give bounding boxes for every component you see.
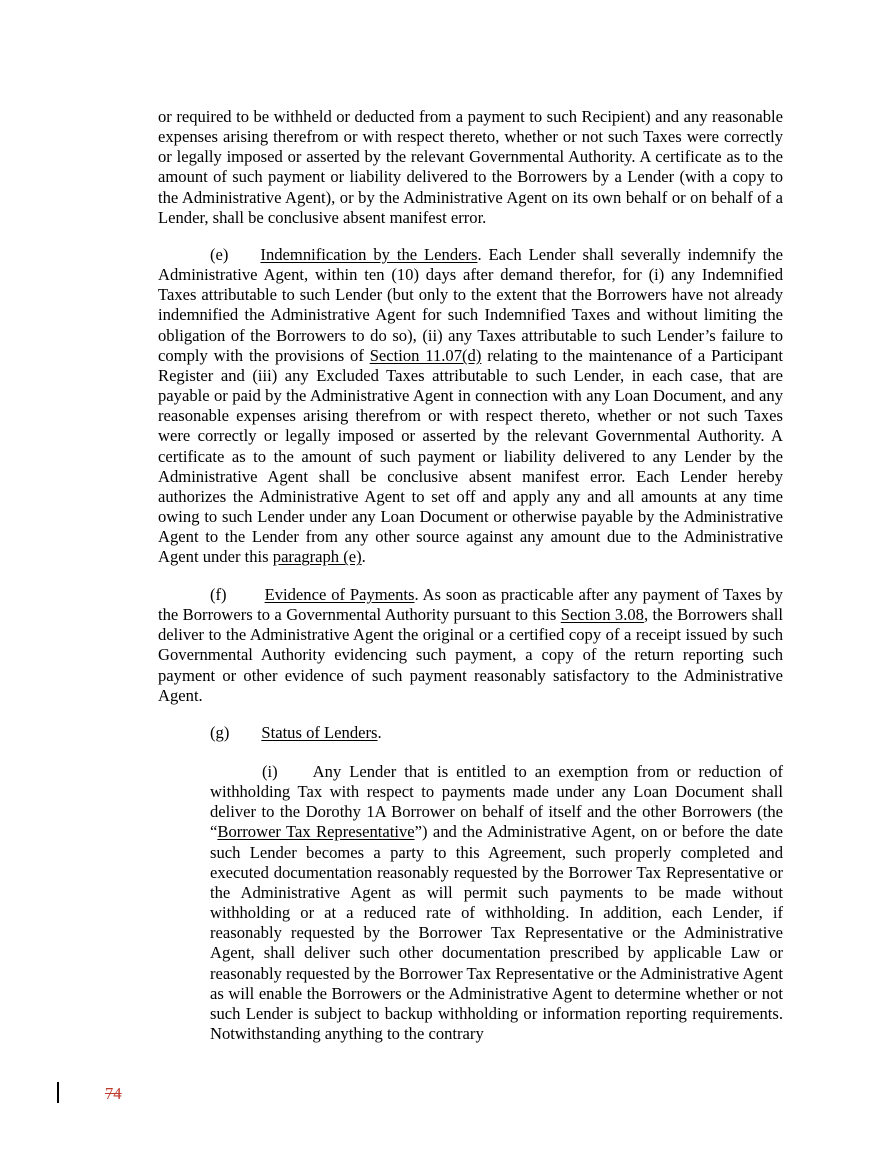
paragraph-e-heading: Indemnification by the Lenders [260,245,478,264]
paragraph-g [158,723,783,743]
paragraph-e-text2: relating to the maintenance of a Participant Register and (iii) any Excluded Taxes attributable to such Lender, in each case, that are payable or paid by the Administrative Agent in connection with any Loan Document, and any reasonable expenses arising therefrom or with respect thereto, whether or not such Taxes were correctly or legally imposed or asserted by the relevant Governmental Authority. A certificate as to the amount of such payment or liability delivered to any Lender by the Administrative Agent shall be conclusive absent manifest error. Each Lender hereby authorizes the Administrative Agent to set off and apply any and all amounts at any time owing to such Lender under any Loan Document or otherwise payable by the Administrative Agent to the Lender from any other source against any amount due to the Administrative Agent under this [158,345,783,567]
paragraph-e-reference: paragraph (e) [272,547,362,567]
paragraph-f-label: (f) [210,585,227,604]
paragraph-f-text2: , the Borrowers shall deliver to the Administrative Agent the original or a certified copy of a receipt issued by such Governmental Authority evidencing such payment, a copy of the return reporting such payment or other evidence of such payment reasonably satisfactory to the Administrative Agent. [158,605,783,705]
paragraph-f-heading: Evidence of Payments [264,585,415,604]
paragraph-e-text3: . [361,547,366,567]
paragraph-g-label: (g) [210,723,230,742]
paragraph-e-label: (e) [210,245,229,264]
paragraph-g-i-label: (i) [262,762,278,781]
paragraph-e-text1: . Each Lender shall severally indemnify the Administrative Agent, within ten (10) days after demand therefor, for (i) any Indemnified Taxes attributable to such Lender (but only to the extent that the Borrowers have not already indemnified the Administrative Agent for such Indemnified Taxes and without limiting the obligation of the Borrowers to do so), (ii) any Taxes attributable to such Lender’s failure to comply with the provisions of [158,245,783,365]
paragraph-intro: or required to be withheld or deducted from a payment to such Recipient) and any reasonable expenses arising therefrom or with respect thereto, whether or not such Taxes were correctly or legally imposed or asserted by the relevant Governmental Authority. A certificate as to the amount of such payment or liability delivered to the Borrowers by a Lender (with a copy to the Administrative Agent), or by the Administrative Agent on its own behalf or on behalf of a Lender, shall be conclusive absent manifest error. [158,107,783,227]
paragraph-e [158,245,783,568]
paragraph-g-i [210,762,783,1044]
section-3-08-reference: Section 3.08 [560,605,644,625]
paragraph-g-i-text2: ”) and the Administrative Agent, on or before the date such Lender becomes a party to this Agreement, such properly completed and executed documentation reasonably requested by the Borrower Tax Representative or the Administrative Agent as will permit such payments to be made without withholding or at a reduced rate of withholding. In addition, each Lender, if reasonably requested by the Borrower Tax Representative or the Administrative Agent, shall deliver such other documentation prescribed by applicable Law or reasonably requested by the Borrower Tax Representative or the Administrative Agent as will enable the Borrowers or the Administrative Agent to determine whether or not such Lender is subject to backup withholding or information reporting requirements. Notwithstanding anything to the contrary [210,822,783,1044]
paragraph-f-text1: . As soon as practicable after any payment of Taxes by the Borrowers to a Governmental Authority pursuant to this [158,585,783,625]
borrower-tax-representative-term: Borrower Tax Representative [217,822,415,842]
page-number: 74 [105,1084,122,1103]
section-11-07d-reference: Section 11.07(d) [369,345,482,365]
revision-change-bar [57,1082,59,1103]
paragraph-g-text1: . [377,723,382,742]
paragraph-g-i-text1: Any Lender that is entitled to an exemption from or reduction of withholding Tax with respect to payments made under any Loan Document shall deliver to the Dorothy 1A Borrower on behalf of itself and the other Borrowers (the “ [210,762,783,842]
paragraph-g-heading: Status of Lenders [261,723,378,742]
paragraph-f [158,585,783,706]
